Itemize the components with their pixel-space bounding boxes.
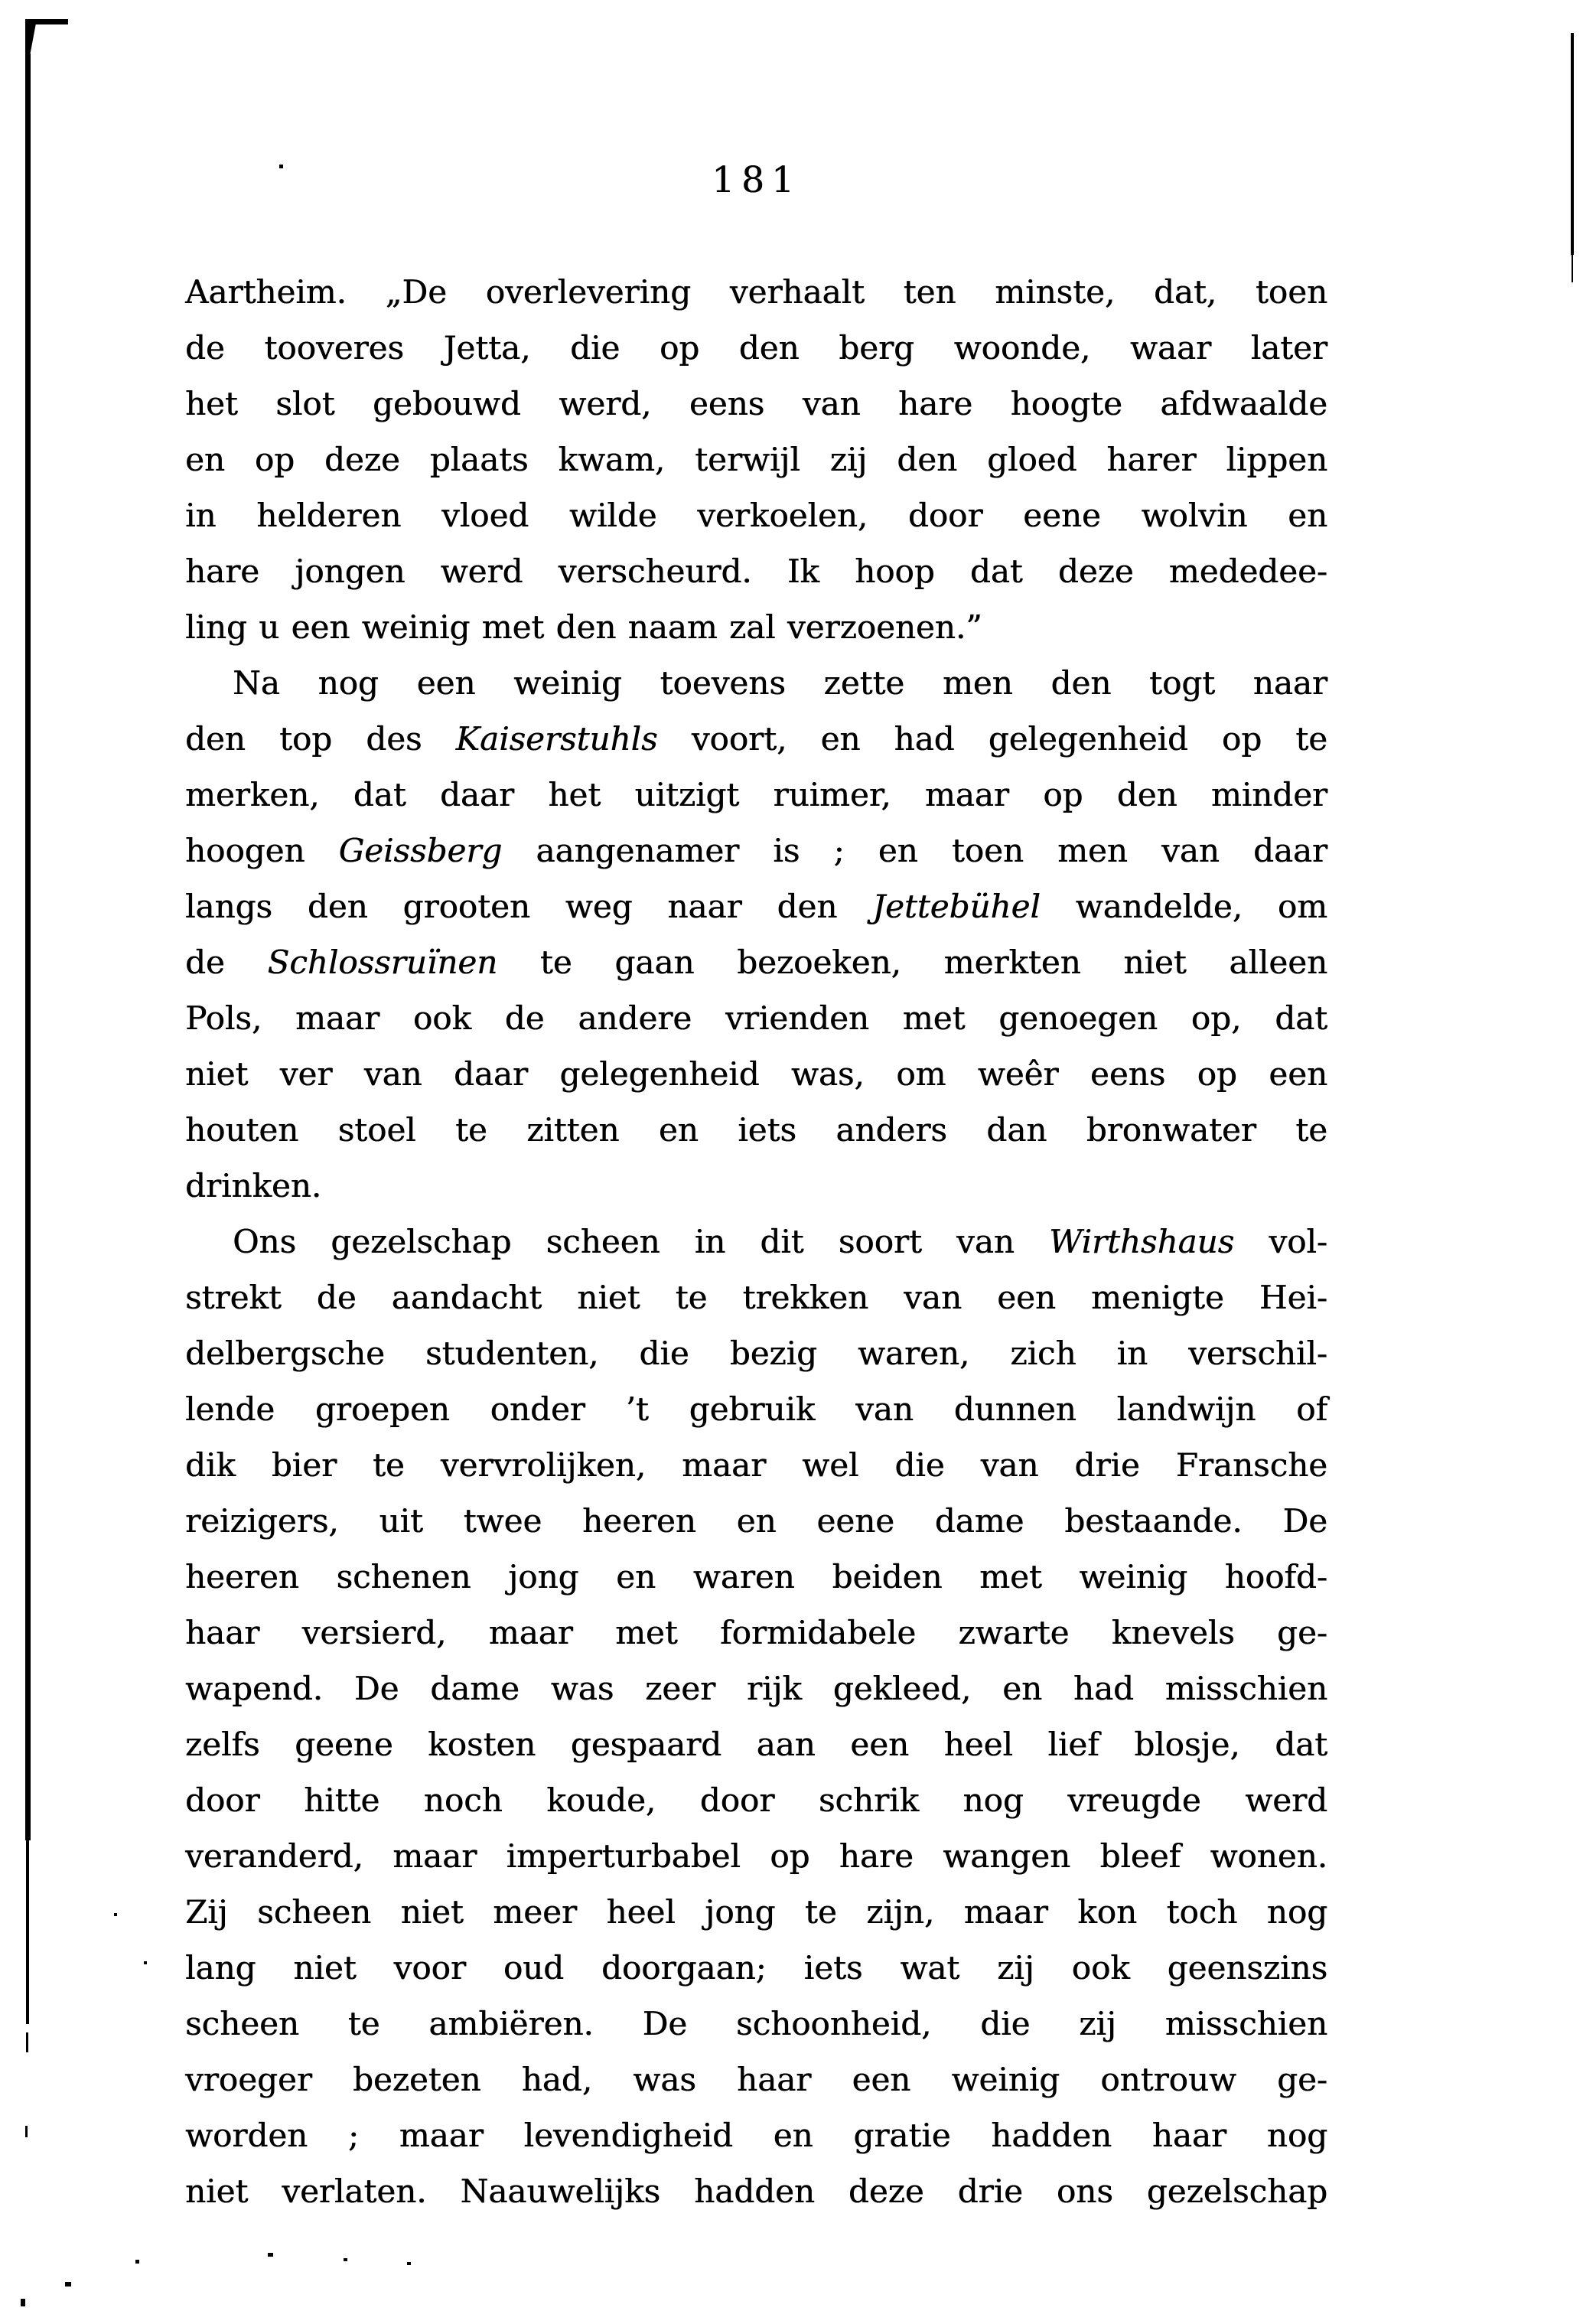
text-segment: houten stoel te zitten en iets anders dan bronwater te <box>185 1111 1327 1149</box>
text-segment: lang niet voor oud doorgaan; iets wat zij ook geenszins <box>185 1949 1327 1987</box>
text-line <box>185 432 1327 487</box>
left-edge-mark <box>25 2126 28 2137</box>
right-edge-mark <box>1572 255 1573 282</box>
text-segment: Ons gezelschap scheen in dit soort van <box>233 1223 1050 1260</box>
text-segment: te gaan bezoeken, merkten niet alleen <box>497 944 1328 981</box>
text-segment: de <box>185 944 268 981</box>
text-segment: niet verlaten. Naauwelijks hadden deze drie ons gezelschap <box>185 2172 1327 2210</box>
text-segment: wapend. De dame was zeer rijk gekleed, en had misschien <box>185 1670 1327 1707</box>
page-number: 181 <box>712 159 801 201</box>
text-line <box>185 2163 1327 2219</box>
italic-text: Jettebühel <box>872 888 1041 925</box>
text-line <box>185 1996 1327 2052</box>
text-line <box>185 823 1327 878</box>
text-line <box>185 1214 1327 1270</box>
text-line <box>185 1102 1327 1158</box>
text-segment: worden ; maar levendigheid en gratie hadden haar nog <box>185 2117 1327 2154</box>
text-line <box>185 655 1327 711</box>
text-segment: aangenamer is ; en toen men van daar <box>502 832 1328 869</box>
scan-speck <box>144 1961 147 1964</box>
text-segment: wandelde, om <box>1040 888 1327 925</box>
left-edge-mark <box>25 54 31 1840</box>
text-line <box>185 1046 1327 1102</box>
text-segment: langs den grooten weg naar den <box>185 888 873 925</box>
left-edge-mark <box>26 2032 28 2052</box>
scan-speck <box>279 165 283 168</box>
text-line <box>185 767 1327 823</box>
text-segment: door hitte noch koude, door schrik nog vreugde werd <box>185 1781 1327 1819</box>
text-segment: Aartheim. „De overlevering verhaalt ten minste, dat, toen <box>185 273 1327 311</box>
text-segment: drinken. <box>185 1167 322 1204</box>
text-line <box>185 1828 1327 1884</box>
text-segment: vol- <box>1234 1223 1327 1260</box>
text-segment: scheen te ambiëren. De schoonheid, die zij misschien <box>185 2005 1327 2042</box>
text-line <box>185 599 1327 655</box>
text-line <box>185 264 1327 320</box>
italic-text: Geissberg <box>338 832 503 869</box>
text-line <box>185 1661 1327 1716</box>
text-line <box>185 1605 1327 1661</box>
text-segment: de tooveres Jetta, die op den berg woonde, waar later <box>185 329 1327 367</box>
text-line <box>185 1772 1327 1828</box>
scan-speck <box>65 2282 71 2287</box>
text-line <box>185 1381 1327 1437</box>
italic-text: Wirthshaus <box>1049 1223 1235 1260</box>
text-line <box>185 1716 1327 1772</box>
text-line <box>185 543 1327 599</box>
text-segment: zelfs geene kosten gespaard aan een heel lief blosje, dat <box>185 1726 1327 1763</box>
text-segment: heeren schenen jong en waren beiden met weinig hoofd- <box>185 1558 1327 1596</box>
text-segment: dik bier te vervrolijken, maar wel die van drie Fransche <box>185 1446 1327 1484</box>
text-segment: Na nog een weinig toevens zette men den togt naar <box>233 664 1327 702</box>
text-segment: hare jongen werd verscheurd. Ik hoop dat deze mededee- <box>185 552 1327 590</box>
page-text <box>185 264 1327 2219</box>
text-segment: vroeger bezeten had, was haar een weinig ontrouw ge- <box>185 2061 1327 2098</box>
text-segment: Pols, maar ook de andere vrienden met genoegen op, dat <box>185 999 1327 1037</box>
text-line <box>185 2107 1327 2163</box>
right-edge-mark <box>1571 33 1574 255</box>
text-segment: delbergsche studenten, die bezig waren, zich in verschil- <box>185 1335 1327 1372</box>
text-segment: Zij scheen niet meer heel jong te zijn, maar kon toch nog <box>185 1893 1327 1931</box>
text-segment: den top des <box>185 720 456 758</box>
text-line <box>185 1158 1327 1214</box>
text-line <box>185 1884 1327 1940</box>
text-line <box>185 487 1327 543</box>
text-line <box>185 320 1327 376</box>
scan-speck <box>407 2262 411 2265</box>
text-segment: haar versierd, maar met formidabele zwarte knevels ge- <box>185 1614 1327 1651</box>
text-segment: veranderd, maar imperturbabel op hare wangen bleef wonen. <box>185 1837 1327 1875</box>
text-line <box>185 1437 1327 1493</box>
text-line <box>185 1549 1327 1605</box>
scan-speck <box>344 2258 347 2261</box>
scan-speck <box>21 2299 25 2306</box>
text-line <box>185 1270 1327 1325</box>
text-line <box>185 711 1327 767</box>
scan-speck <box>135 2260 139 2264</box>
text-segment: niet ver van daar gelegenheid was, om weêr eens op een <box>185 1055 1327 1093</box>
text-segment: lende groepen onder ’t gebruik van dunnen landwijn of <box>185 1390 1327 1428</box>
text-segment: hoogen <box>185 832 339 869</box>
text-segment: ling u een weinig met den naam zal verzoenen.” <box>185 608 982 646</box>
text-line <box>185 990 1327 1046</box>
text-segment: reizigers, uit twee heeren en eene dame bestaande. De <box>185 1502 1327 1540</box>
text-segment: het slot gebouwd werd, eens van hare hoogte afdwaalde <box>185 385 1327 422</box>
scan-speck <box>114 1913 117 1916</box>
text-line <box>185 878 1327 934</box>
text-line <box>185 376 1327 432</box>
text-segment: en op deze plaats kwam, terwijl zij den gloed harer lippen <box>185 441 1327 478</box>
text-line <box>185 934 1327 990</box>
text-segment: merken, dat daar het uitzigt ruimer, maar op den minder <box>185 776 1327 813</box>
text-line <box>185 1940 1327 1996</box>
italic-text: Schlossruïnen <box>267 944 498 981</box>
italic-text: Kaiserstuhls <box>455 720 658 758</box>
text-line <box>185 1493 1327 1549</box>
text-line <box>185 2052 1327 2107</box>
text-segment: strekt de aandacht niet te trekken van een menigte Hei- <box>185 1279 1327 1316</box>
text-line <box>185 1325 1327 1381</box>
text-segment: voort, en had gelegenheid op te <box>657 720 1327 758</box>
left-edge-mark <box>26 1840 29 2024</box>
text-segment: in helderen vloed wilde verkoelen, door eene wolvin en <box>185 497 1327 534</box>
scan-speck <box>268 2253 273 2257</box>
